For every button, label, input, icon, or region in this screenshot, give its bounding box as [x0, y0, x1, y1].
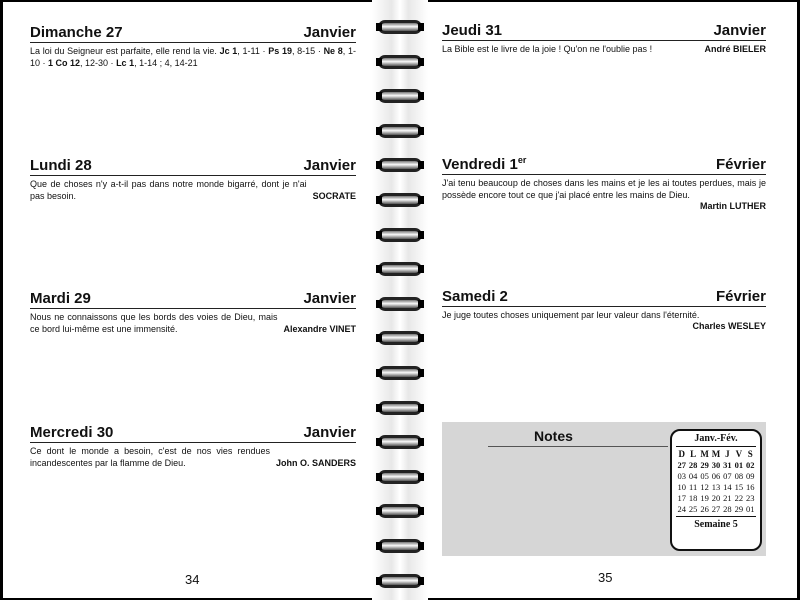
calendar-day-header: M [711, 449, 721, 459]
entry-mardi-29 [30, 290, 356, 335]
calendar-date: 16 [746, 482, 755, 492]
calendar-date: 12 [700, 482, 709, 492]
day-label: Mercredi 30 [30, 424, 114, 441]
ref-verse: , 12-30 · [80, 58, 117, 68]
quote-author: John O. SANDERS [275, 458, 356, 468]
left-page [0, 0, 372, 600]
day-superscript: er [517, 155, 527, 165]
ref-book: Jc 1 [219, 46, 238, 56]
calendar-date: 27 [677, 460, 686, 470]
calendar-date: 30 [711, 460, 721, 470]
quote-text [30, 445, 356, 469]
quote-body: La loi du Seigneur est parfaite, elle rend la vie. [30, 46, 217, 56]
page-number: 34 [185, 572, 200, 587]
binding-ring [378, 193, 422, 207]
binding-ring [378, 55, 422, 69]
calendar-day-header: V [735, 449, 743, 459]
day-label [442, 155, 526, 173]
binding-ring [378, 124, 422, 138]
calendar-date: 20 [711, 493, 721, 503]
entry-header [442, 22, 766, 41]
month-label: Janvier [303, 290, 356, 307]
binding-ring [378, 574, 422, 588]
calendar-day-header: M [700, 449, 709, 459]
ref-verse: , 1-11 · [237, 46, 269, 56]
ref-book: 1 Co 12 [48, 58, 81, 68]
notes-box[interactable] [442, 422, 766, 556]
calendar-date: 06 [711, 471, 721, 481]
calendar-date: 25 [688, 504, 698, 514]
calendar-date: 21 [723, 493, 732, 503]
week-label: Semaine 5 [694, 519, 738, 530]
calendar-day-header: J [725, 449, 730, 459]
quote-body: Nous ne connaissons que les bords des voies de Dieu, mais ce bord lui-même est une immensité. [30, 312, 278, 334]
entry-header [30, 290, 356, 309]
calendar-date: 27 [711, 504, 721, 514]
day-label: Lundi 28 [30, 157, 92, 174]
quote-text [30, 178, 356, 202]
month-label: Février [715, 288, 766, 305]
calendar-date: 01 [746, 504, 755, 514]
quote-author: Charles WESLEY [692, 321, 766, 331]
calendar-date: 02 [746, 460, 755, 470]
notes-title: Notes [534, 428, 573, 444]
binding-ring [378, 504, 422, 518]
calendar-date: 24 [677, 504, 686, 514]
calendar-date: 18 [688, 493, 698, 503]
calendar-date: 28 [723, 504, 732, 514]
month-label: Janvier [303, 424, 356, 441]
binding-ring [378, 89, 422, 103]
quote-body: Ce dont le monde a besoin, c'est de nos vies rendues incandescentes par la flamme de Dieu. [30, 446, 270, 468]
quote-text: Je juge toutes choses uniquement par leur valeur dans l'éternité. [442, 310, 700, 320]
calendar-date: 29 [734, 504, 744, 514]
calendar-date: 13 [711, 482, 721, 492]
page-number: 35 [598, 570, 613, 585]
ref-verse: , 8-15 · [291, 46, 324, 56]
binding-ring [378, 331, 422, 345]
calendar-date: 05 [700, 471, 709, 481]
binding-ring [378, 366, 422, 380]
quote-text [442, 43, 766, 55]
day-text: Vendredi 1 [442, 156, 518, 173]
month-label: Janvier [303, 157, 356, 174]
calendar-title: Janv.-Fév. [694, 433, 738, 444]
binding-ring [378, 297, 422, 311]
month-label: Janvier [303, 24, 356, 41]
quote-text [30, 311, 356, 335]
ref-verse: , 1-14 ; 4, 14-21 [134, 58, 198, 68]
quote-author: Alexandre VINET [283, 324, 356, 334]
calendar-date: 15 [734, 482, 744, 492]
calendar-grid [676, 449, 756, 515]
binding-ring [378, 158, 422, 172]
binding-ring [378, 435, 422, 449]
binding-ring [378, 228, 422, 242]
entry-dimanche-27 [30, 24, 356, 69]
ref-book: Lc 1 [116, 58, 135, 68]
calendar-date: 31 [723, 460, 732, 470]
quote-author: SOCRATE [312, 191, 356, 201]
month-label: Février [715, 156, 766, 173]
quote-body: La Bible est le livre de la joie ! Qu'on ne l'oublie pas ! [442, 44, 653, 54]
calendar-date: 19 [700, 493, 709, 503]
entry-header [30, 24, 356, 43]
binding-ring [378, 539, 422, 553]
entry-header [30, 424, 356, 443]
entry-samedi-2 [442, 288, 766, 332]
entry-header [30, 157, 356, 176]
calendar-date: 01 [734, 460, 744, 470]
day-label: Jeudi 31 [442, 22, 503, 39]
calendar-date: 17 [677, 493, 686, 503]
month-label: Janvier [713, 22, 766, 39]
binding-ring [378, 20, 422, 34]
calendar-date: 07 [723, 471, 732, 481]
calendar-date: 04 [688, 471, 698, 481]
day-label: Samedi 2 [442, 288, 508, 305]
ref-verse: , 1-10 · [30, 46, 356, 68]
calendar-divider [676, 516, 756, 517]
calendar-date: 28 [688, 460, 698, 470]
quote-body: Que de choses n'y a-t-il pas dans notre monde bigarré, dont je n'ai pas besoin. [30, 179, 307, 201]
quote-text: J'ai tenu beaucoup de choses dans les mains et je les ai toutes perdues, mais je possède encore tout ce que j'ai placé entre les mains de Dieu. [442, 178, 766, 200]
day-label: Dimanche 27 [30, 24, 123, 41]
notes-divider [488, 446, 668, 447]
entry-header [442, 288, 766, 307]
entry-jeudi-31 [442, 22, 766, 55]
mini-calendar [670, 429, 762, 551]
calendar-divider [676, 446, 756, 447]
calendar-date: 11 [689, 482, 698, 492]
calendar-date: 26 [700, 504, 709, 514]
entry-header [442, 155, 766, 175]
binding-ring [378, 470, 422, 484]
quote-author: Martin LUTHER [700, 201, 766, 211]
spiral-binding [372, 0, 428, 600]
calendar-day-header: S [747, 449, 753, 459]
day-label: Mardi 29 [30, 290, 91, 307]
calendar-date: 14 [723, 482, 732, 492]
calendar-date: 03 [677, 471, 686, 481]
quote-author: André BIELER [704, 44, 766, 54]
entry-lundi-28 [30, 157, 356, 202]
entry-vendredi-1er [442, 155, 766, 212]
quote-text [30, 45, 356, 69]
calendar-day-header: D [678, 449, 685, 459]
binding-ring [378, 401, 422, 415]
calendar-date: 23 [746, 493, 755, 503]
calendar-date: 29 [700, 460, 709, 470]
entry-mercredi-30 [30, 424, 356, 469]
calendar-date: 22 [734, 493, 744, 503]
calendar-day-header: L [690, 449, 697, 459]
calendar-date: 09 [746, 471, 755, 481]
binding-ring [378, 262, 422, 276]
calendar-date: 10 [677, 482, 686, 492]
ref-book: Ps 19 [268, 46, 292, 56]
ref-book: Ne 8 [323, 46, 343, 56]
calendar-date: 08 [734, 471, 744, 481]
